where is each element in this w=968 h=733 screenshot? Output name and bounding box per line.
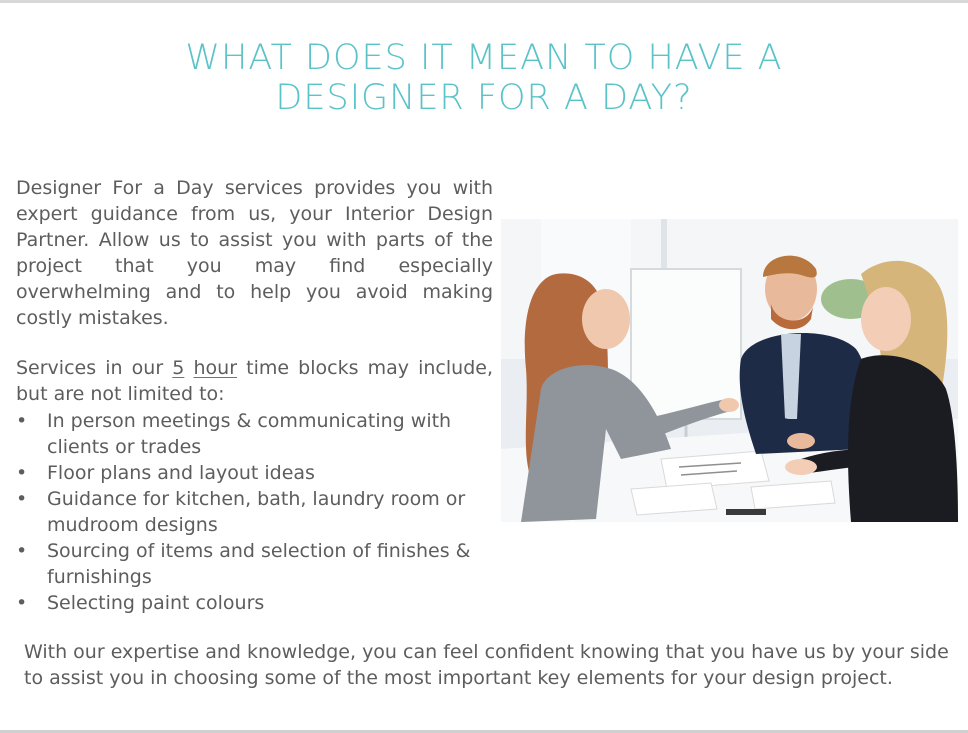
hours-unit: hour: [193, 357, 238, 379]
title-line-1: WHAT DOES IT MEAN TO HAVE A: [185, 38, 783, 78]
page-title: [100, 38, 868, 118]
closing-paragraph: With our expertise and knowledge, you can feel confident knowing that you have us by your side to assist you in choosing some of the most important key elements for your design project.: [24, 641, 949, 689]
bullet-icon: •: [16, 410, 28, 432]
bullet-icon: •: [16, 540, 28, 562]
closing-text: [24, 639, 964, 691]
title-line-2: DESIGNER FOR A DAY?: [275, 78, 693, 118]
bullet-icon: •: [16, 592, 28, 614]
list-item-text: Floor plans and layout ideas: [47, 462, 315, 484]
top-border: [0, 0, 968, 3]
list-item: [16, 460, 486, 486]
list-item-text: Sourcing of items and selection of finishes & furnishings: [47, 540, 471, 588]
list-item: [16, 486, 486, 538]
services-list: [16, 408, 486, 616]
bullet-icon: •: [16, 462, 28, 484]
list-item: [16, 590, 486, 616]
list-item: [16, 408, 486, 460]
intro-text: [16, 175, 493, 407]
hours-number: 5: [172, 357, 185, 379]
intro-paragraph: Designer For a Day services provides you with expert guidance from us, your Interior Design Partner. Allow us to assist you with parts of the project that you may find especially overwhelming and to help you avoid making costly mistakes.: [16, 177, 493, 329]
meeting-photo: [501, 219, 958, 522]
services-lead-start: Services in our: [16, 357, 173, 379]
services-lead-end: time blocks may include, but are not limited to:: [16, 357, 493, 405]
list-item-text: Guidance for kitchen, bath, laundry room or mudroom designs: [47, 488, 466, 536]
list-item-text: Selecting paint colours: [47, 592, 265, 614]
list-item-text: In person meetings & communicating with clients or trades: [47, 410, 452, 458]
bullet-icon: •: [16, 488, 28, 510]
services-lead-paragraph: [16, 355, 493, 407]
meeting-illustration: [501, 219, 958, 522]
list-item: [16, 538, 486, 590]
